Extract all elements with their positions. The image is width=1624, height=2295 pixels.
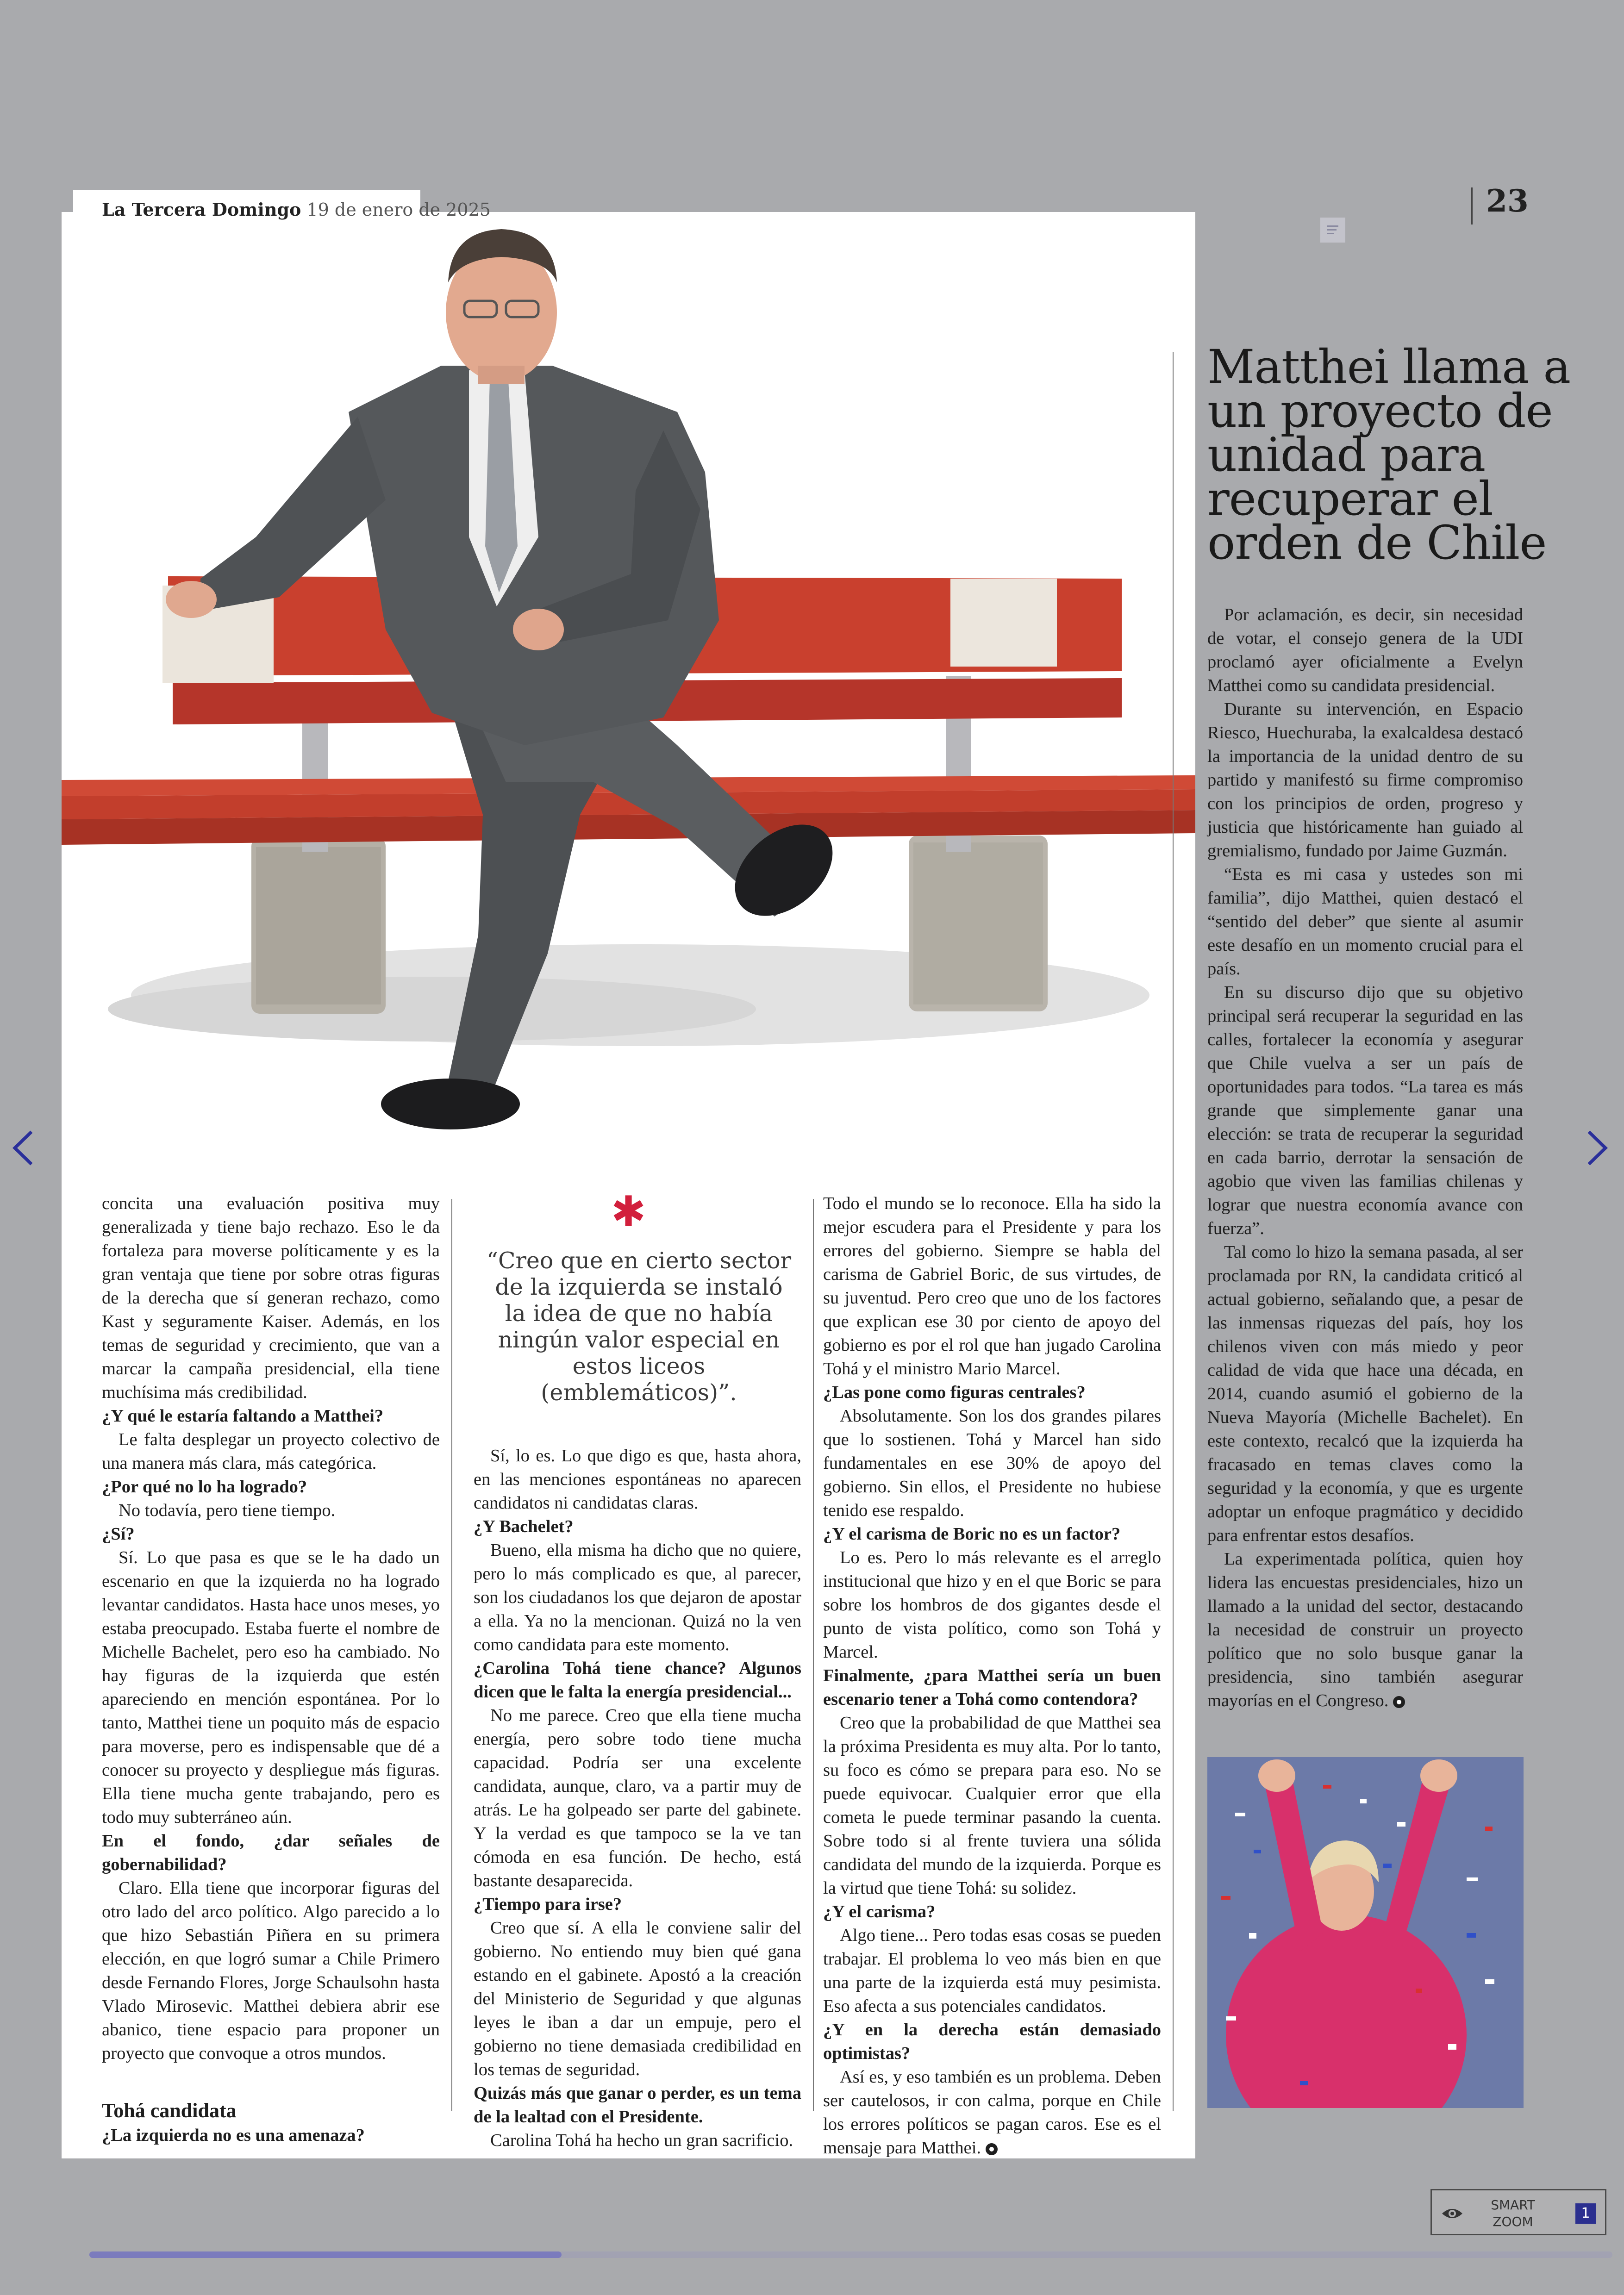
interview-question: ¿Y en la derecha están demasiado optimistas? [823, 2020, 1161, 2063]
publication-name: La Tercera Domingo [102, 199, 301, 220]
paragraph: Le falta desplegar un proyecto colectivo de una manera más clara, más categórica. [102, 1430, 440, 1473]
candidate-celebration-photo [1207, 1757, 1524, 2108]
note-icon[interactable] [1320, 218, 1345, 243]
portrait-photo [62, 213, 1195, 1173]
interview-question: ¿Y qué le estaría faltando a Matthei? [102, 1406, 384, 1426]
paragraph: No me parece. Creo que ella tiene mucha energía, pero sobre todo tiene mucha capacidad. Podría ser una excelente candidata, aunque, claro, va a partir muy de atrás. Le ha golpeado ser parte del gabinete. Y la verdad es que tampoco se la ve tan cómoda en esa función. De hecho, está bastante desaparecida. [474, 1706, 801, 1890]
paragraph: concita una evaluación positiva muy generalizada y tiene bajo rechazo. Eso le da fortaleza para moverse políticamente y es la gran ventaja que tiene por sobre otras figuras de la derecha que sí generan rechazo, como Kast y seguramente Kaiser. Además, en los temas de seguridad y crecimiento, que van a marcar la campaña presidencial, ella tiene muchísima más credibilidad. [102, 1194, 440, 1402]
paragraph: Durante su intervención, en Espacio Riesco, Huechuraba, la exalcaldesa destacó la importancia de la unidad dentro de su partido y manifestó su firme compromiso con los principios de orden, progreso y justicia que históricamente han guiado al gremialismo, fundado por Jaime Guzmán. [1207, 699, 1523, 861]
smart-zoom-button[interactable] [1430, 2189, 1606, 2235]
previous-page-button[interactable] [9, 1127, 37, 1179]
column-divider [1173, 352, 1174, 2111]
paragraph: No todavía, pero tiene tiempo. [119, 1501, 336, 1520]
interview-column-3 [823, 1192, 1161, 2160]
paragraph: Todo el mundo se lo reconoce. Ella ha sido la mejor escudera para el Presidente y para los errores del gobierno. Siempre se habla del carisma de Gabriel Boric, de sus virtudes, de su juventud. Pero creo que uno de los factores que explican ese 30 por ciento de apoyo del gobierno es por el rol que han jugado Carolina Tohá y el ministro Mario Marcel. [823, 1194, 1161, 1378]
section-subheading: Tohá candidata [102, 2099, 237, 2122]
interview-question: ¿Y el carisma de Boric no es un factor? [823, 1524, 1121, 1544]
paragraph: Carolina Tohá ha hecho un gran sacrificio. [490, 2131, 793, 2150]
interview-question: ¿Por qué no lo ha logrado? [102, 1477, 307, 1497]
interview-question: ¿Tiempo para irse? [474, 1895, 622, 1914]
column-divider [451, 1199, 452, 2111]
smart-zoom-label: SMART ZOOM [1491, 2197, 1535, 2229]
paragraph: Sí, lo es. Lo que digo es que, hasta ahora, en las menciones espontáneas no aparecen candidatos ni candidatas claras. [474, 1446, 801, 1513]
chevron-left-icon [9, 1127, 37, 1169]
paragraph: Absolutamente. Son los dos grandes pilares que lo sostienen. Tohá y Marcel han sido fundamentales en ese 30% de apoyo del gobierno. Sin ellos, el Presidente no hubiese tenido ese respaldo. [823, 1406, 1161, 1520]
paragraph: Bueno, ella misma ha dicho que no quiere, pero lo más complicado es que, al parecer, son los ciudadanos los que dejaron de apostar a ella. Ya no la mencionan. Quizá no la ven como candidata para este momento. [474, 1540, 801, 1654]
interview-question: ¿Las pone como figuras centrales? [823, 1383, 1086, 1402]
asterisk-ornament-icon: ✱ [611, 1187, 646, 1236]
interview-question: En el fondo, ¿dar señales de gobernabilidad? [102, 1831, 440, 1874]
interview-question: ¿La izquierda no es una amenaza? [102, 2126, 365, 2145]
paragraph: Lo es. Pero lo más relevante es el arreglo institucional que hizo y en el que Boric se para sobre los hombros de dos gigantes desde el punto de vista político, como son Tohá y Marcel. [823, 1548, 1161, 1662]
paragraph: Algo tiene... Pero todas esas cosas se pueden trabajar. El problema lo veo más bien en que una parte de la izquierda está muy pesimista. Eso afecta a sus potenciales candidatos. [823, 1926, 1161, 2016]
interview-question: Finalmente, ¿para Matthei sería un buen escenario tener a Tohá como contendora? [823, 1666, 1161, 1709]
eye-icon [1440, 2201, 1464, 2226]
paragraph: Creo que sí. A ella le conviene salir del gobierno. No entiendo muy bien qué gana estando en el gabinete. Apostó a la creación del Ministerio de Seguridad y que algunas leyes le iban a dar un empuje, pero el gobierno no tiene demasiada credibilidad en los temas de seguridad. [474, 1918, 801, 2079]
interview-question: ¿Y el carisma? [823, 1902, 936, 1921]
page-number: 23 [1486, 183, 1529, 219]
page-progress-fill [89, 2251, 562, 2258]
interview-question: Quizás más que ganar o perder, es un tema de la lealtad con el Presidente. [474, 2083, 801, 2127]
paragraph: Así es, y eso también es un problema. Deben ser cautelosos, ir con calma, porque en Chile los errores políticos se pagan caros. Ese es el mensaje para Matthei. [823, 2067, 1161, 2158]
interview-column-1 [102, 1192, 440, 2147]
sidebar-headline: Matthei llama a un proyecto de unidad para recuperar el orden de Chile [1207, 340, 1571, 570]
paragraph: Claro. Ella tiene que incorporar figuras del otro lado del arco político. Algo parecido a lo que hizo Sebastián Piñera en su primera elección, en que logró sumar a Chile Primero desde Fernando Flores, Jorge Schaulsohn hasta Vlado Mirosevic. Matthei debiera abrir ese abanico, tiene espacio para proponer un proyecto que convoque a otros mundos. [102, 1878, 440, 2063]
pull-quote: “Creo que en cierto sector de la izquierda se instaló la idea de que no había ningún valor especial en estos liceos (emblemáticos)”. [486, 1247, 792, 1406]
chevron-right-icon [1583, 1127, 1611, 1169]
page-number-divider [1471, 187, 1473, 225]
next-page-button[interactable] [1583, 1127, 1611, 1179]
paragraph: La experimentada política, quien hoy lidera las encuestas presidenciales, hizo un llamado a la unidad del sector, destacando la necesidad de construir un proyecto político que no solo busque ganar la presidencia, sino también asegurar mayorías en el Congreso. [1207, 1549, 1523, 1710]
sidebar-article [1207, 603, 1523, 1713]
paragraph: Por aclamación, es decir, sin necesidad de votar, el consejo genera de la UDI proclamó ayer oficialmente a Evelyn Matthei como su candidata presidencial. [1207, 605, 1523, 695]
paragraph: En su discurso dijo que su objetivo principal será recuperar la seguridad en las calles, fortalecer la economía y asegurar que Chile vuelva a ser un país de oportunidades para todos. “La tarea es más grande que simplemente ganar una elección: se trata de recuperar la seguridad en cada barrio, derrotar la sensación de agobio que viven las familias chilenas y lograr que nuestra economía avance con fuerza”. [1207, 983, 1523, 1238]
end-of-article-icon [986, 2143, 998, 2155]
interview-question: ¿Sí? [102, 1524, 135, 1544]
interview-column-2 [474, 1444, 801, 2152]
paragraph: Creo que la probabilidad de que Matthei sea la próxima Presidenta es muy alta. Por lo tanto, su foco es cómo se prepara para eso. No se puede equivocar. Cualquier error que ella cometa le puede terminar pasando la cuenta. Sobre todo si al frente tuviera una sólida candidata del mundo de la izquierda. Porque es la virtud que tiene Tohá: su solidez. [823, 1713, 1161, 1898]
interview-question: ¿Carolina Tohá tiene chance? Algunos dicen que le falta la energía presidencial... [474, 1659, 801, 1702]
paragraph: Sí. Lo que pasa es que se le ha dado un escenario en que la izquierda no ha logrado levantar candidatos. Hasta hace unos meses, yo estaba preocupado. Estaba fuerte el nombre de Michelle Bachelet, pero eso ha cambiado. No hay figuras de la izquierda que estén apareciendo en mención espontánea. Por lo tanto, Matthei tiene un poquito más de espacio para moverse, pero es indispensable que dé a conocer su proyecto y despliegue más figuras. Ella tiene mucha gente trabajando, pero es todo muy subterráneo aún. [102, 1548, 440, 1827]
paragraph: “Esta es mi casa y ustedes son mi familia”, dijo Matthei, quien destacó el “sentido del deber” que siente al asumir este desafío en un momento crucial para el país. [1207, 865, 1523, 979]
column-divider [813, 1199, 814, 2111]
interview-question: ¿Y Bachelet? [474, 1517, 574, 1536]
end-of-article-icon [1393, 1696, 1405, 1708]
paragraph: Tal como lo hizo la semana pasada, al ser proclamada por RN, la candidata criticó al actual gobierno, señalando que, a pesar de las inmensas riquezas del país, hoy los chilenos viven con más miedo y peor calidad de vida que hace una década, en 2014, cuando asumió el gobierno de la Nueva Mayoría (Michelle Bachelet). En este contexto, recalcó que la izquierda ha fracasado en temas claves como la seguridad y la economía, y que es urgente adoptar un enfoque pragmático y decidido para enfrentar estos desafíos. [1207, 1242, 1523, 1545]
page-count-badge: 1 [1575, 2203, 1596, 2224]
publication-date: 19 de enero de 2025 [306, 200, 491, 220]
